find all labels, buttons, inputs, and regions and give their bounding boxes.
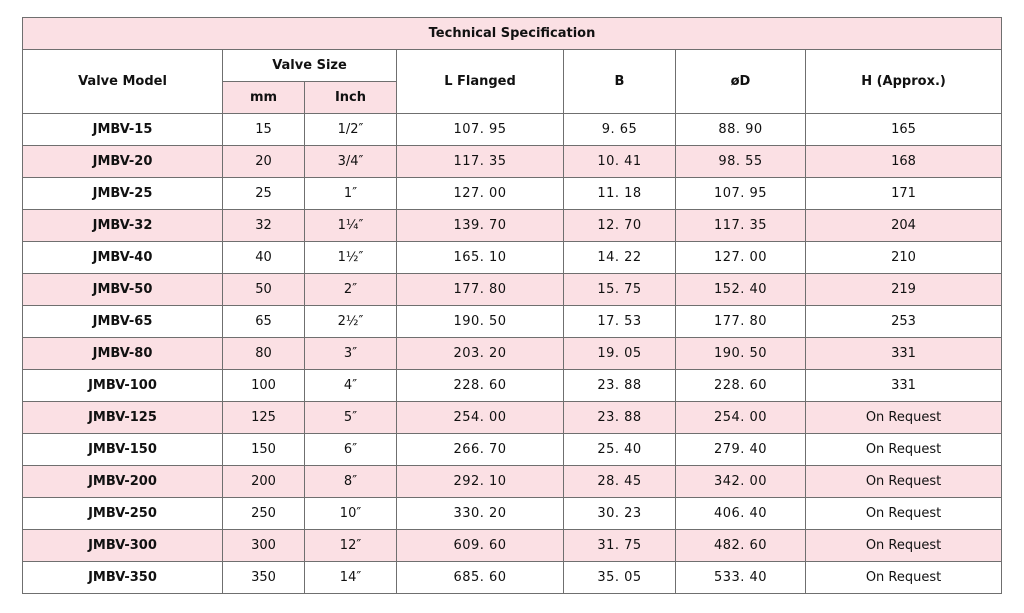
table-row	[23, 530, 1002, 562]
table-row	[23, 466, 1002, 498]
table-row	[23, 370, 1002, 402]
cell-mm: 80	[223, 338, 305, 370]
cell-l-flanged: 330. 20	[397, 498, 564, 530]
cell-h-approx: On Request	[806, 498, 1002, 530]
header-h-approx: H (Approx.)	[806, 50, 1002, 114]
cell-mm: 40	[223, 242, 305, 274]
table-row	[23, 146, 1002, 178]
cell-valve-model: JMBV-32	[23, 210, 223, 242]
cell-mm: 65	[223, 306, 305, 338]
cell-valve-model: JMBV-300	[23, 530, 223, 562]
cell-l-flanged: 292. 10	[397, 466, 564, 498]
cell-inch: 2½″	[305, 306, 397, 338]
cell-mm: 25	[223, 178, 305, 210]
cell-h-approx: 210	[806, 242, 1002, 274]
cell-b: 10. 41	[564, 146, 676, 178]
cell-l-flanged: 165. 10	[397, 242, 564, 274]
cell-mm: 20	[223, 146, 305, 178]
table-row	[23, 562, 1002, 594]
table-row	[23, 210, 1002, 242]
cell-inch: 12″	[305, 530, 397, 562]
cell-od: 88. 90	[676, 114, 806, 146]
cell-mm: 32	[223, 210, 305, 242]
cell-h-approx: On Request	[806, 434, 1002, 466]
cell-mm: 150	[223, 434, 305, 466]
cell-mm: 15	[223, 114, 305, 146]
cell-od: 98. 55	[676, 146, 806, 178]
cell-h-approx: 171	[806, 178, 1002, 210]
cell-od: 117. 35	[676, 210, 806, 242]
cell-valve-model: JMBV-125	[23, 402, 223, 434]
cell-b: 19. 05	[564, 338, 676, 370]
cell-h-approx: On Request	[806, 466, 1002, 498]
cell-mm: 100	[223, 370, 305, 402]
cell-h-approx: 219	[806, 274, 1002, 306]
header-mm: mm	[223, 82, 305, 114]
cell-mm: 200	[223, 466, 305, 498]
cell-inch: 10″	[305, 498, 397, 530]
cell-b: 28. 45	[564, 466, 676, 498]
header-valve-size: Valve Size	[223, 50, 397, 82]
cell-inch: 1½″	[305, 242, 397, 274]
cell-valve-model: JMBV-65	[23, 306, 223, 338]
cell-inch: 1″	[305, 178, 397, 210]
cell-inch: 6″	[305, 434, 397, 466]
cell-od: 279. 40	[676, 434, 806, 466]
table-row	[23, 402, 1002, 434]
table-row	[23, 114, 1002, 146]
cell-h-approx: 165	[806, 114, 1002, 146]
header-inch: Inch	[305, 82, 397, 114]
table-title: Technical Specification	[23, 18, 1002, 50]
cell-b: 17. 53	[564, 306, 676, 338]
cell-valve-model: JMBV-50	[23, 274, 223, 306]
cell-od: 107. 95	[676, 178, 806, 210]
cell-od: 228. 60	[676, 370, 806, 402]
cell-h-approx: 253	[806, 306, 1002, 338]
cell-h-approx: On Request	[806, 562, 1002, 594]
cell-b: 30. 23	[564, 498, 676, 530]
cell-l-flanged: 127. 00	[397, 178, 564, 210]
cell-l-flanged: 117. 35	[397, 146, 564, 178]
cell-od: 342. 00	[676, 466, 806, 498]
cell-od: 482. 60	[676, 530, 806, 562]
cell-inch: 5″	[305, 402, 397, 434]
cell-l-flanged: 190. 50	[397, 306, 564, 338]
cell-l-flanged: 685. 60	[397, 562, 564, 594]
cell-l-flanged: 203. 20	[397, 338, 564, 370]
header-l-flanged: L Flanged	[397, 50, 564, 114]
cell-b: 25. 40	[564, 434, 676, 466]
cell-l-flanged: 139. 70	[397, 210, 564, 242]
cell-valve-model: JMBV-40	[23, 242, 223, 274]
cell-od: 127. 00	[676, 242, 806, 274]
cell-b: 23. 88	[564, 402, 676, 434]
cell-inch: 3/4″	[305, 146, 397, 178]
table-row	[23, 274, 1002, 306]
table-row	[23, 242, 1002, 274]
cell-b: 23. 88	[564, 370, 676, 402]
cell-od: 177. 80	[676, 306, 806, 338]
cell-mm: 350	[223, 562, 305, 594]
cell-l-flanged: 107. 95	[397, 114, 564, 146]
cell-valve-model: JMBV-250	[23, 498, 223, 530]
cell-b: 31. 75	[564, 530, 676, 562]
cell-valve-model: JMBV-80	[23, 338, 223, 370]
cell-valve-model: JMBV-20	[23, 146, 223, 178]
cell-b: 14. 22	[564, 242, 676, 274]
cell-inch: 14″	[305, 562, 397, 594]
cell-b: 15. 75	[564, 274, 676, 306]
cell-od: 406. 40	[676, 498, 806, 530]
cell-h-approx: 168	[806, 146, 1002, 178]
cell-mm: 125	[223, 402, 305, 434]
cell-h-approx: 204	[806, 210, 1002, 242]
cell-od: 190. 50	[676, 338, 806, 370]
cell-l-flanged: 254. 00	[397, 402, 564, 434]
cell-b: 11. 18	[564, 178, 676, 210]
cell-od: 152. 40	[676, 274, 806, 306]
header-valve-model: Valve Model	[23, 50, 223, 114]
cell-inch: 1¼″	[305, 210, 397, 242]
cell-inch: 2″	[305, 274, 397, 306]
cell-mm: 50	[223, 274, 305, 306]
table-row	[23, 306, 1002, 338]
cell-valve-model: JMBV-100	[23, 370, 223, 402]
table-row	[23, 338, 1002, 370]
table-row	[23, 498, 1002, 530]
cell-h-approx: On Request	[806, 402, 1002, 434]
cell-mm: 250	[223, 498, 305, 530]
cell-inch: 1/2″	[305, 114, 397, 146]
cell-od: 254. 00	[676, 402, 806, 434]
cell-h-approx: 331	[806, 370, 1002, 402]
technical-specification-table	[22, 17, 1002, 594]
header-od: øD	[676, 50, 806, 114]
cell-l-flanged: 266. 70	[397, 434, 564, 466]
cell-valve-model: JMBV-15	[23, 114, 223, 146]
cell-inch: 8″	[305, 466, 397, 498]
cell-valve-model: JMBV-150	[23, 434, 223, 466]
cell-inch: 4″	[305, 370, 397, 402]
cell-valve-model: JMBV-200	[23, 466, 223, 498]
cell-l-flanged: 177. 80	[397, 274, 564, 306]
cell-l-flanged: 228. 60	[397, 370, 564, 402]
cell-b: 35. 05	[564, 562, 676, 594]
cell-valve-model: JMBV-25	[23, 178, 223, 210]
header-b: B	[564, 50, 676, 114]
cell-od: 533. 40	[676, 562, 806, 594]
cell-h-approx: 331	[806, 338, 1002, 370]
table-row	[23, 178, 1002, 210]
table-row	[23, 434, 1002, 466]
cell-mm: 300	[223, 530, 305, 562]
cell-l-flanged: 609. 60	[397, 530, 564, 562]
cell-valve-model: JMBV-350	[23, 562, 223, 594]
cell-b: 9. 65	[564, 114, 676, 146]
cell-b: 12. 70	[564, 210, 676, 242]
table-body	[23, 114, 1002, 594]
cell-h-approx: On Request	[806, 530, 1002, 562]
cell-inch: 3″	[305, 338, 397, 370]
